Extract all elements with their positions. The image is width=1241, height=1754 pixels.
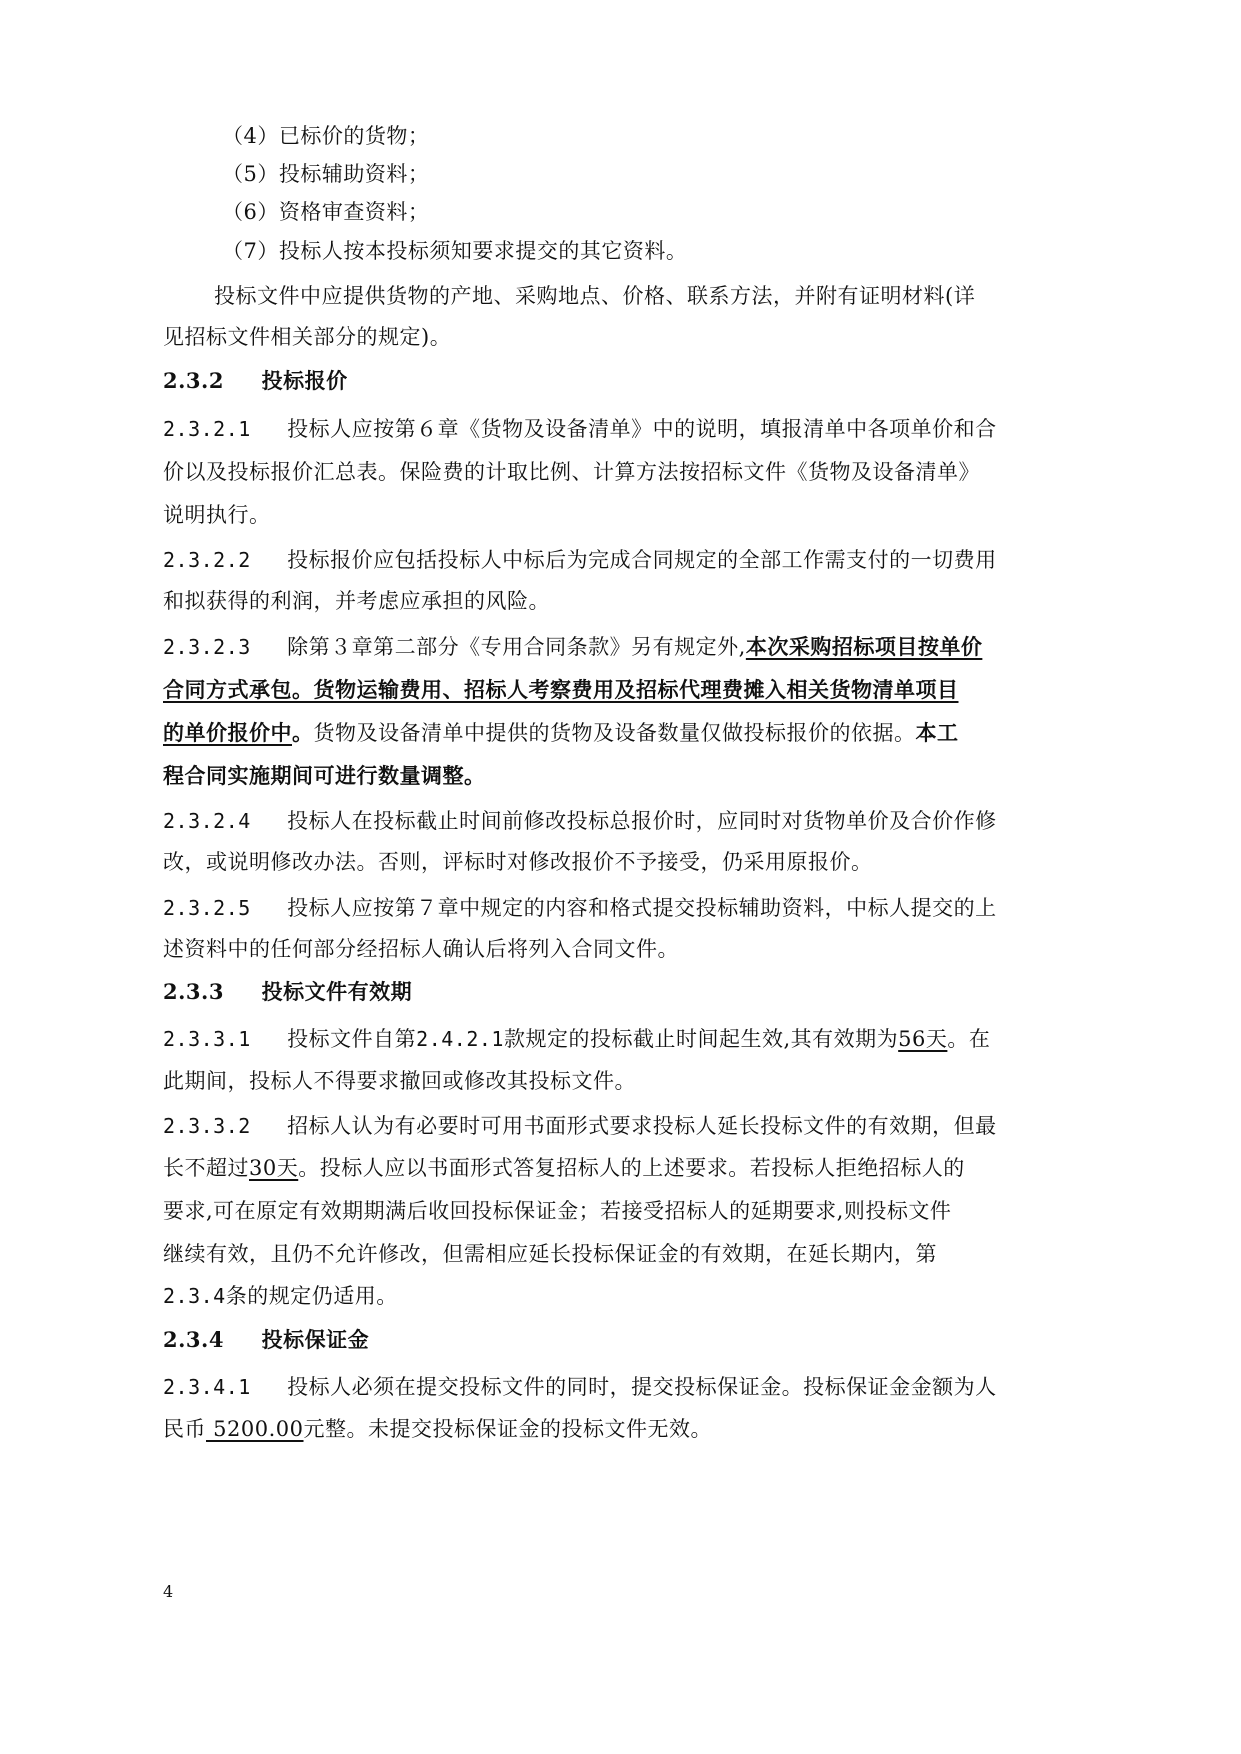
clause-number: 2.3.2.5 — [163, 896, 251, 920]
paragraph-line: 继续有效，且仍不允许修改，但需相应延长投标保证金的有效期，在延长期内，第 — [163, 1242, 937, 1266]
paragraph-line: 和拟获得的利润，并考虑应承担的风险。 — [163, 589, 550, 613]
clause-number: 2.3.2.1 — [163, 417, 251, 441]
clause-2-3-2-3 — [163, 632, 982, 662]
paragraph-line — [163, 1153, 965, 1183]
validity-days: 56天 — [898, 1027, 948, 1051]
clause-reference: 2.4.2.1 — [416, 1027, 504, 1051]
emphasis-text: 本次采购招标项目按单价 — [745, 634, 983, 659]
clause-2-3-3-1 — [163, 1024, 990, 1054]
paragraph-text: 民币 — [163, 1417, 206, 1441]
clause-2-3-2-1 — [163, 414, 997, 444]
section-title: 投标文件有效期 — [261, 979, 413, 1004]
section-heading-2-3-3 — [163, 977, 412, 1007]
paragraph-line: 价以及投标报价汇总表。保险费的计取比例、计算方法按招标文件《货物及设备清单》 — [163, 460, 980, 484]
deposit-amount: 5200.00 — [206, 1417, 304, 1441]
clause-number: 2.3.2.3 — [163, 635, 251, 659]
paragraph-line — [163, 718, 959, 748]
emphasis-text: 的单价报价中 — [163, 720, 292, 745]
extension-days: 30天 — [249, 1156, 299, 1180]
clause-text: 投标人在投标截止时间前修改投标总报价时，应同时对货物单价及合价作修 — [287, 809, 997, 833]
clause-number: 2.3.2.2 — [163, 548, 251, 572]
paragraph-text: 元整。未提交投标保证金的投标文件无效。 — [303, 1417, 713, 1441]
section-title: 投标保证金 — [261, 1327, 370, 1352]
paragraph-line — [163, 1281, 398, 1311]
section-number: 2.3.3 — [163, 979, 224, 1004]
list-item: （6）资格审查资料； — [222, 200, 430, 224]
clause-text: 招标人认为有必要时可用书面形式要求投标人延长投标文件的有效期，但最 — [287, 1114, 997, 1138]
clause-2-3-3-2 — [163, 1111, 997, 1141]
paragraph-line: 改，或说明修改办法。否则，评标时对修改报价不予接受，仍采用原报价。 — [163, 850, 873, 874]
clause-text: 投标文件自第 — [287, 1027, 417, 1051]
clause-number: 2.3.4.1 — [163, 1375, 251, 1399]
section-title: 投标报价 — [261, 368, 348, 393]
punctuation: 。 — [292, 720, 314, 745]
paragraph-line: 此期间，投标人不得要求撤回或修改其投标文件。 — [163, 1069, 636, 1093]
clause-text: 投标人必须在提交投标文件的同时，提交投标保证金。投标保证金金额为人 — [287, 1375, 997, 1399]
clause-text: 除第３章第二部分《专用合同条款》另有规定外, — [287, 635, 746, 659]
emphasis-line: 合同方式承包。货物运输费用、招标人考察费用及招标代理费摊入相关货物清单项目 — [163, 677, 959, 702]
clause-number: 2.3.3.2 — [163, 1114, 251, 1138]
clause-number: 2.3.2.4 — [163, 809, 251, 833]
paragraph-line: 见招标文件相关部分的规定)。 — [163, 325, 452, 349]
page-number: 4 — [163, 1582, 174, 1601]
emphasis-line: 程合同实施期间可进行数量调整。 — [163, 763, 486, 788]
clause-number: 2.3.3.1 — [163, 1027, 251, 1051]
paragraph-text: 货物及设备清单中提供的货物及设备数量仅做投标报价的依据。 — [313, 721, 916, 745]
clause-2-3-2-2 — [163, 545, 997, 575]
section-heading-2-3-2 — [163, 366, 348, 396]
section-number: 2.3.2 — [163, 368, 224, 393]
paragraph-line: 述资料中的任何部分经招标人确认后将列入合同文件。 — [163, 937, 679, 961]
clause-text: 投标报价应包括投标人中标后为完成合同规定的全部工作需支付的一切费用 — [287, 548, 997, 572]
clause-2-3-4-1 — [163, 1372, 997, 1402]
paragraph-line — [163, 1414, 712, 1444]
list-item: （5）投标辅助资料； — [222, 162, 430, 186]
clause-text: 款规定的投标截止时间起生效,其有效期为 — [503, 1027, 899, 1051]
paragraph-line: 要求,可在原定有效期期满后收回投标保证金；若接受招标人的延期要求,则投标文件 — [163, 1199, 952, 1223]
list-item: （7）投标人按本投标须知要求提交的其它资料。 — [222, 239, 688, 263]
clause-2-3-2-4 — [163, 806, 997, 836]
section-number: 2.3.4 — [163, 1327, 224, 1352]
emphasis-text: 本工 — [915, 720, 959, 745]
paragraph-text: 条的规定仍适用。 — [225, 1284, 398, 1308]
clause-2-3-2-5 — [163, 893, 997, 923]
clause-reference: 2.3.4 — [163, 1284, 226, 1308]
paragraph-text: 。投标人应以书面形式答复招标人的上述要求。若投标人拒绝招标人的 — [298, 1156, 965, 1180]
clause-text: 投标人应按第７章中规定的内容和格式提交投标辅助资料，中标人提交的上 — [287, 896, 997, 920]
paragraph-line: 投标文件中应提供货物的产地、采购地点、价格、联系方法，并附有证明材料(详 — [214, 284, 976, 308]
paragraph-line: 说明执行。 — [163, 503, 271, 527]
list-item: （4）已标价的货物； — [222, 124, 430, 148]
clause-text: 投标人应按第６章《货物及设备清单》中的说明，填报清单中各项单价和合 — [287, 417, 997, 441]
section-heading-2-3-4 — [163, 1325, 369, 1355]
clause-text: 。在 — [947, 1027, 991, 1051]
paragraph-text: 长不超过 — [163, 1156, 249, 1180]
